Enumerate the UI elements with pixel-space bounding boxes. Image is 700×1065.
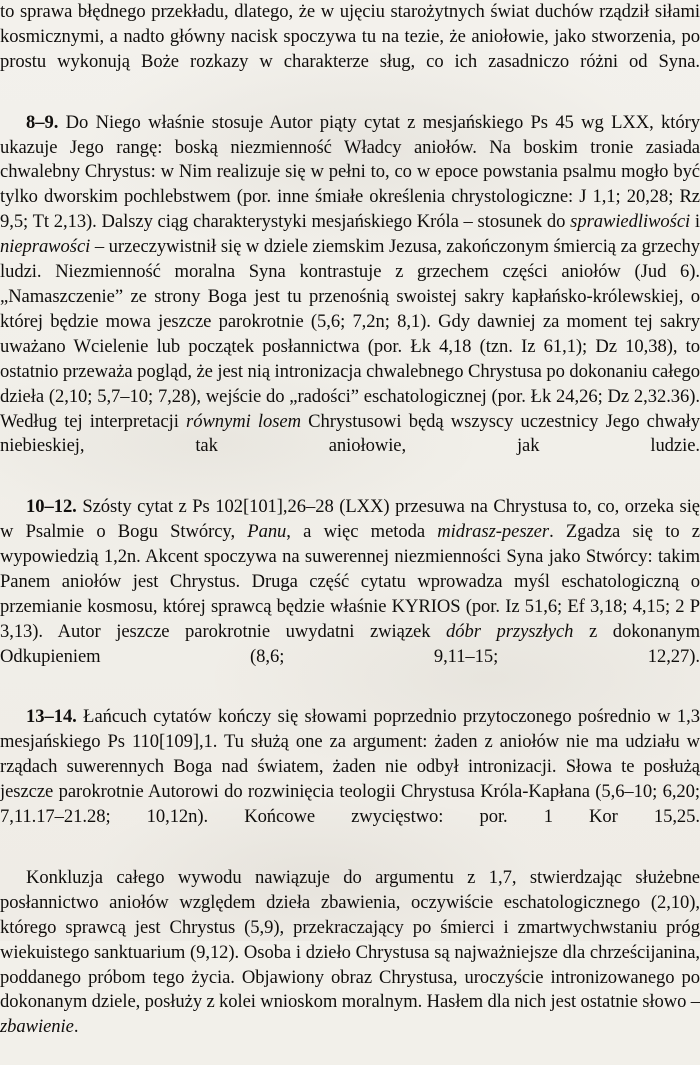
text-run: , a więc metoda: [286, 521, 438, 543]
text-run: Konkluzja całego wywodu nawiązuje do argumentu z 1,7, stwierdzając służebne posłannictwo aniołów względem dzieła zbawienia, oczywiście eschatologicznego (2,10), którego sprawcą jest Chrystus (5,9), przekraczający po śmierci i zmartwychwstaniu próg wiekuistego sanktuarium (9,12). Osoba i dzieło Chrystusa są najważniejsze dla chrześcijanina, poddanego próbom tego życia. Objawiony obraz Chrystusa, uroczyście intronizowanego po dokonanym dziele, posłuży z kolei wnioskom moralnym. Hasłem dla nich jest ostatnie słowo –: [0, 866, 700, 1013]
emphasized-term: dóbr przyszłych: [446, 620, 574, 642]
text-run: Do Niego właśnie stosuje Autor piąty cytat z mesjańskiego Ps 45 wg LXX, który ukazuje Jego rangę: boską niezmienność Władcy aniołów. Na boskim tronie zasiada chwalebny Chrystus: w Nim realizuje się w pełni to, co w epoce powstania psalmu mogło być tylko dworskim pochlebstwem (por. inne śmiałe określenia chrystologiczne: J 1,1; 20,28; Rz 9,5; Tt 2,13). Dalszy ciąg charakterystyki mesjańskiego Króla – stosunek do: [0, 111, 700, 233]
text-run: i: [690, 211, 700, 233]
text-run: .: [73, 1016, 79, 1038]
paragraph: [0, 0, 700, 100]
text-run: – urzeczywistnił się w dziele ziemskim Jezusa, zakończonym śmiercią za grzechy ludzi. Niezmienność moralna Syna kontrastuje z grzechem części aniołów (Jud 6). „Namaszczenie” ze strony Boga jest tu przenośnią swoistej sakry kapłańsko-królewskiej, o której będzie mowa jeszcze parokrotnie (5,6; 7,2n; 8,1). Gdy dawniej za moment tej sakry uważano Wcielenie lub początek posłannictwa (por. Łk 4,18 (tzn. Iz 61,1); Dz 10,38), to ostatnio przeważa pogląd, że jest nią intronizacja chwalebnego Chrystusa po dokonaniu całego dzieła (2,10; 5,7–10; 7,28), wejście do „radości” eschatologicznej (por. Łk 24,26; Dz 2,32.36). Według tej interpretacji: [0, 236, 700, 432]
paragraph: [0, 495, 700, 694]
emphasized-term: równymi losem: [186, 410, 301, 432]
verse-range-marker: 8–9.: [26, 111, 59, 133]
emphasized-term: sprawiedliwości: [570, 211, 691, 233]
emphasized-term: Panu: [247, 521, 287, 543]
paragraph: [0, 111, 700, 485]
text-run: z dokonanym Odkupieniem (8,6; 9,11–15; 12,27).: [0, 620, 700, 667]
emphasized-term: midrasz-peszer: [437, 521, 550, 543]
text-run: Chrystusowi będą wszyscy uczestnicy Jego chwały niebieskiej, tak aniołowie, jak ludzie.: [0, 410, 700, 457]
verse-range-marker: 13–14.: [26, 706, 77, 728]
text-run: to sprawa błędnego przekładu, dlatego, że w ujęciu starożytnych świat duchów rządził siłami kosmicznymi, a nadto główny nacisk spoczywa tu na tezie, że aniołowie, jako stworzenia, po prostu wykonują Boże rozkazy w charakterze sług, co ich zasadniczo różni od Syna.: [0, 1, 700, 72]
text-run: . Zgadza się to z wypowiedzią 1,2n. Akcent spoczywa na suwerennej niezmienności Syna jako Stwórcy: takim Panem aniołów jest Chrystus. Druga część cytatu wprowadza myśl eschatologiczną o przemianie kosmosu, której sprawcą będzie właśnie KYRIOS (por. Iz 51,6; Ef 3,18; 4,15; 2 P 3,13). Autor jeszcze parokrotnie uwydatni związek: [0, 521, 700, 642]
emphasized-term: nieprawości: [0, 236, 91, 258]
verse-range-marker: 10–12.: [26, 496, 77, 518]
text-run: Szósty cytat z Ps 102[101],26–28 (LXX) przesuwa na Chrystusa to, co, orzeka się w Psalmie o Bogu Stwórcy,: [0, 496, 700, 543]
emphasized-term: zbawienie: [0, 1016, 74, 1038]
text-run: Łańcuch cytatów kończy się słowami poprzednio przytoczonego pośrednio w 1,3 mesjańskiego Ps 110[109],1. Tu służą one za argument: żaden z aniołów nie ma udziału w rządach suwerennych Boga nad światem, żaden nie odbył intronizacji. Słowa te posłużą jeszcze parokrotnie Autorowi do rozwinięcia teologii Chrystusa Króla-Kapłana (5,6–10; 6,20; 7,11.17–21.28; 10,12n). Końcowe zwycięstwo: por. 1 Kor 15,25.: [0, 706, 700, 828]
paragraph: [0, 705, 700, 854]
paragraph: [0, 866, 700, 1065]
